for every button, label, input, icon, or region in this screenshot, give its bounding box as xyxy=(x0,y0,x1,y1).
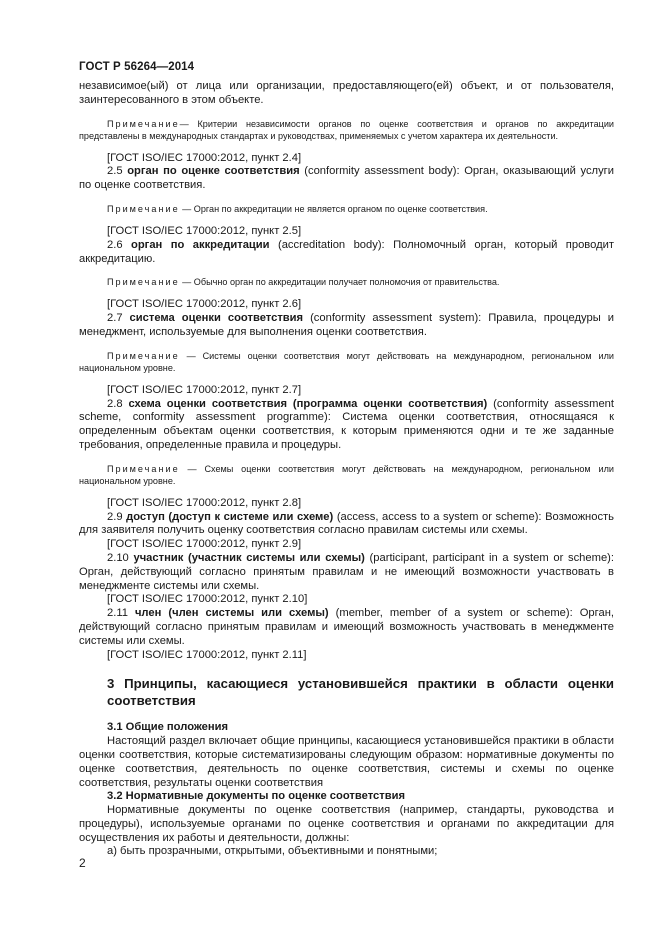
term-name: член (член системы или схемы) xyxy=(134,607,329,620)
note-4 xyxy=(79,350,614,374)
term-name: система оценки соответствия xyxy=(129,312,304,325)
term-2-11 xyxy=(79,607,614,648)
term-name: доступ (доступ к системе или схеме) xyxy=(126,510,334,523)
paragraph-3-1: Настоящий раздел включает общие принципы, касающиеся установившейся практики в области оценки соответствия, которые систематизированы следующим образом: нормативные документы по оценке соответствия, деятельность по оценке соответствия, системы и схемы по оценке соответствия, результаты оценки соответствия xyxy=(79,735,614,789)
section-3-heading: 3 Принципы, касающиеся установившейся практики в области оценки соответствия xyxy=(107,676,614,708)
term-2-10 xyxy=(79,552,614,593)
reference-2-9: [ГОСТ ISO/IEC 17000:2012, пункт 2.9] xyxy=(107,538,302,551)
reference-2-6: [ГОСТ ISO/IEC 17000:2012, пункт 2.6] xyxy=(107,298,302,311)
page-number: 2 xyxy=(79,856,86,870)
note-label: Примечание xyxy=(107,463,180,474)
term-name: схема оценки соответствия (программа оценки соответствия) xyxy=(128,397,488,410)
term-definition: (access, access to a system or scheme): Возможность для заявителя получить оценку соответствия согласно правилам системы или схемы. xyxy=(79,510,614,537)
note-label: Примечание xyxy=(107,118,180,129)
note-1 xyxy=(79,118,614,142)
term-definition: (conformity assessment body): Орган, оказывающий услуги по оценке соответствия. xyxy=(79,165,614,192)
reference-2-11: [ГОСТ ISO/IEC 17000:2012, пункт 2.11] xyxy=(107,648,307,661)
note-label: Примечание xyxy=(107,203,180,214)
note-3 xyxy=(79,276,614,288)
subsection-3-2-heading: 3.2 Нормативные документы по оценке соответствия xyxy=(107,790,406,803)
document-header: ГОСТ Р 56264—2014 xyxy=(79,61,195,73)
term-name: участник (участник системы или схемы) xyxy=(133,551,365,564)
term-number: 2.8 xyxy=(107,397,123,410)
term-2-8 xyxy=(79,398,614,453)
term-definition: (conformity assessment scheme, conformity assessment programme): Система оценки соответствия, относящаяся к определенным объектам оценки соответствия, к которым применяются одни и те же заданные требования, определенные правила и процедуры. xyxy=(79,397,615,451)
document-body xyxy=(79,80,614,859)
term-definition: (conformity assessment system): Правила, процедуры и менеджмент, используемые для выполнения оценки соответствия. xyxy=(79,312,615,338)
term-2-7 xyxy=(79,312,614,340)
note-text: — Системы оценки соответствия могут действовать на международном, региональном или национальном уровне. xyxy=(79,350,614,373)
intro-paragraph: независимое(ый) от лица или организации, предоставляющего(ей) объект, и от пользователя, заинтересованного в этом объекте. xyxy=(79,80,614,106)
term-definition: (participant, participant in a system or scheme): Орган, действующий согласно принятым правилам и не имеющий возможности участвовать в менеджменте системы или схемы. xyxy=(79,551,615,592)
term-number: 2.7 xyxy=(107,312,123,325)
term-name: орган по аккредитации xyxy=(131,238,270,251)
subsection-3-1-heading: 3.1 Общие положения xyxy=(107,721,229,734)
list-item-a: а) быть прозрачными, открытыми, объективными и понятными; xyxy=(107,845,438,858)
paragraph-3-2: Нормативные документы по оценке соответствия (например, стандарты, руководства и процедуры), используемые органами по оценке соответствия и органами по аккредитации для осуществления их работы и деятельности, должны: xyxy=(79,804,614,844)
reference-2-4: [ГОСТ ISO/IEC 17000:2012, пункт 2.4] xyxy=(107,151,302,164)
note-text: — Критерии независимости органов по оценке соответствия и органов по аккредитации представлены в международных стандартах и руководствах, применяемых с учетом характера их деятельности. xyxy=(79,118,614,141)
term-number: 2.10 xyxy=(107,551,129,564)
reference-2-5: [ГОСТ ISO/IEC 17000:2012, пункт 2.5] xyxy=(107,224,302,237)
term-2-9 xyxy=(79,511,614,539)
term-number: 2.11 xyxy=(107,607,128,620)
note-label: Примечание xyxy=(107,350,180,361)
term-number: 2.6 xyxy=(107,238,123,251)
term-name: орган по оценке соответствия xyxy=(127,165,300,178)
term-2-5 xyxy=(79,165,614,193)
note-2 xyxy=(79,203,614,215)
note-5 xyxy=(79,463,614,487)
note-text: — Обычно орган по аккредитации получает полномочия от правительства. xyxy=(179,277,500,288)
reference-2-10: [ГОСТ ISO/IEC 17000:2012, пункт 2.10] xyxy=(107,593,308,606)
term-definition: (accreditation body): Полномочный орган, который проводит аккредитацию. xyxy=(79,238,614,265)
note-text: — Орган по аккредитации не является органом по оценке соответствия. xyxy=(179,203,488,214)
term-2-6 xyxy=(79,239,614,267)
term-number: 2.5 xyxy=(107,165,123,178)
note-label: Примечание xyxy=(107,277,180,288)
reference-2-7: [ГОСТ ISO/IEC 17000:2012, пункт 2.7] xyxy=(107,383,302,396)
note-text: — Схемы оценки соответствия могут действовать на международном, региональном или национальном уровне. xyxy=(79,463,614,486)
term-number: 2.9 xyxy=(107,510,123,523)
term-definition: (member, member of a system or scheme): Орган, действующий согласно принятым правилам и имеющий возможность участвовать в менеджменте системы или схемы. xyxy=(79,607,614,647)
reference-2-8: [ГОСТ ISO/IEC 17000:2012, пункт 2.8] xyxy=(107,496,302,509)
